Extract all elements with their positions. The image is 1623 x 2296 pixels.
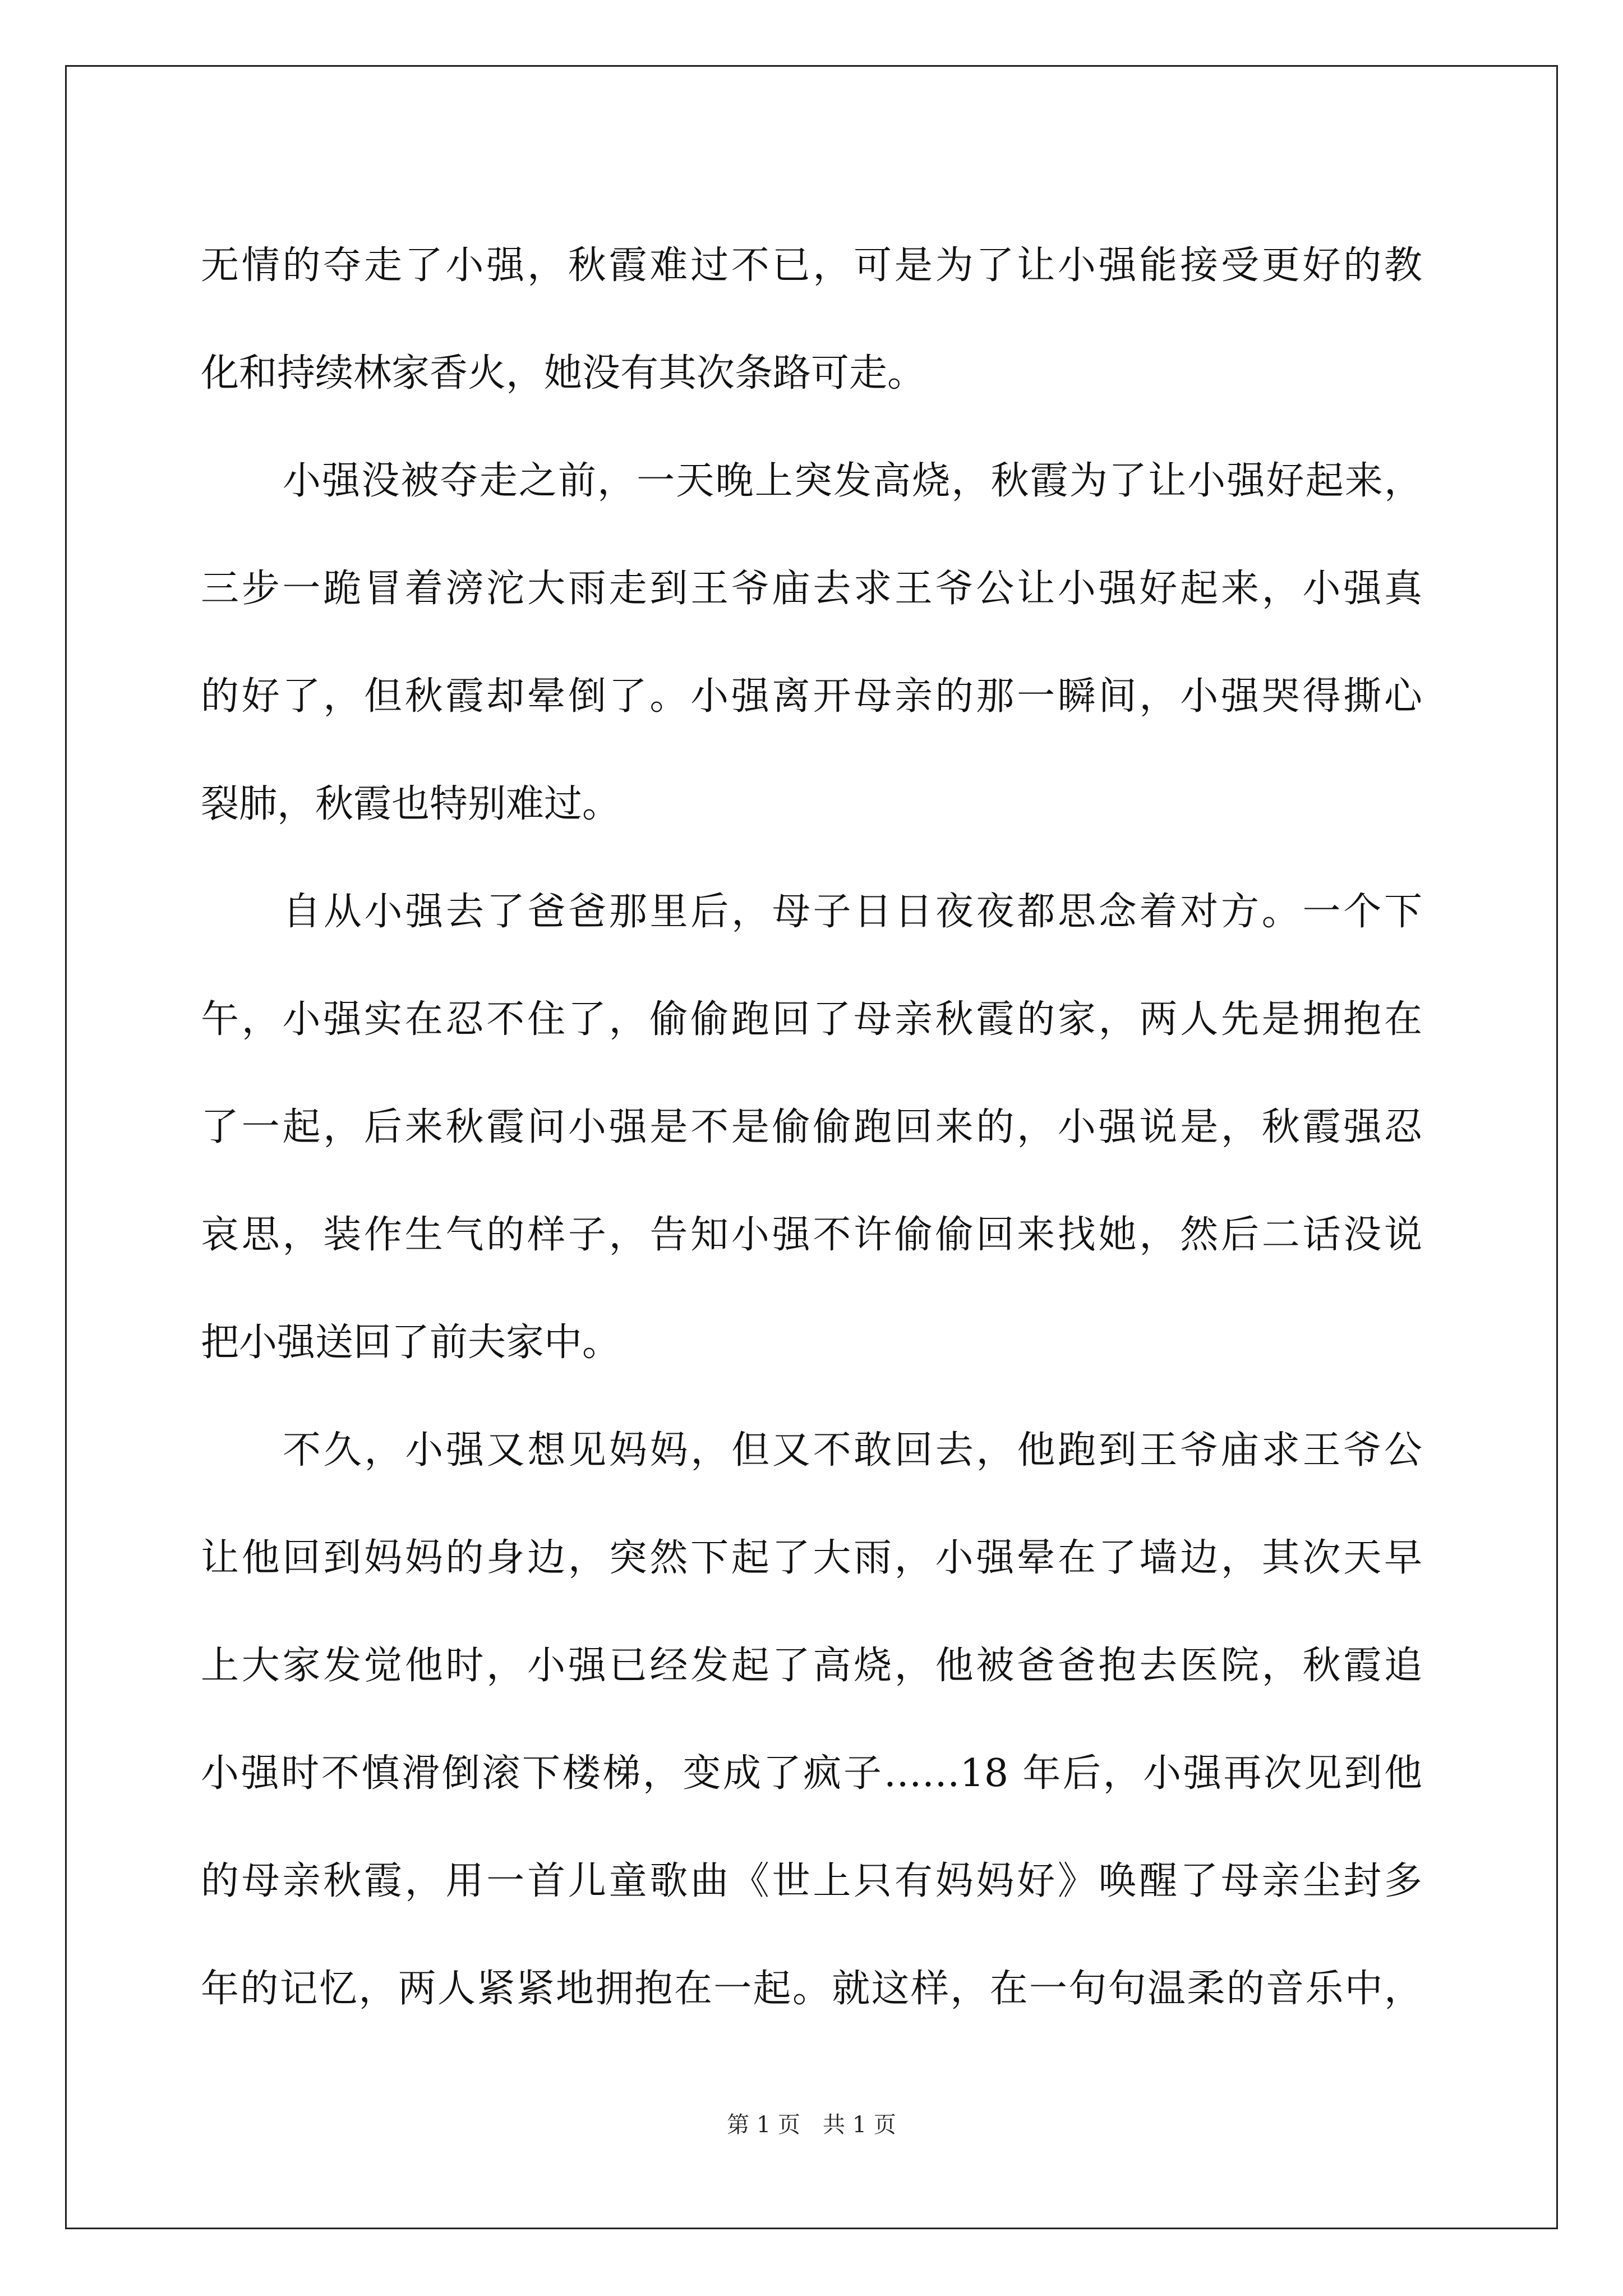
- text-line-16: 的母亲秋霞，用一首儿童歌曲《世上只有妈妈好》唤醒了母亲尘封多: [201, 1859, 1422, 1903]
- text-line-17: 年的记忆，两人紧紧地拥抱在一起。就这样，在一句句温柔的音乐中，: [201, 1967, 1422, 2011]
- text-line-1: 无情的夺走了小强，秋霞难过不已，可是为了让小强能接受更好的教: [201, 243, 1422, 288]
- page-footer: [0, 2108, 1623, 2142]
- text-line-12: 不久，小强又想见妈妈，但又不敢回去，他跑到王爷庙求王爷公: [283, 1428, 1422, 1473]
- text-line-13: 让他回到妈妈的身边，突然下起了大雨，小强晕在了墙边，其次天早: [201, 1536, 1422, 1580]
- text-line-7: 自从小强去了爸爸那里后，母子日日夜夜都思念着对方。一个下: [283, 890, 1422, 934]
- document-body: [201, 212, 1422, 2043]
- text-line-10: 哀思，装作生气的样子，告知小强不许偷偷回来找她，然后二话没说: [201, 1213, 1422, 1257]
- page-total: 共 1 页: [823, 2112, 896, 2138]
- text-line-3: 小强没被夺走之前，一天晚上突发高烧，秋霞为了让小强好起来，: [283, 459, 1422, 503]
- text-line-15: 小强时不慎滑倒滚下楼梯，变成了疯子……18 年后，小强再次见到他: [201, 1751, 1422, 1796]
- text-line-2: 化和持续林家香火，她没有其次条路可走。: [201, 351, 926, 395]
- text-line-9: 了一起，后来秋霞问小强是不是偷偷跑回来的，小强说是，秋霞强忍: [201, 1105, 1422, 1149]
- text-line-5: 的好了，但秋霞却晕倒了。小强离开母亲的那一瞬间，小强哭得撕心: [201, 674, 1422, 719]
- text-line-14: 上大家发觉他时，小强已经发起了高烧，他被爸爸抱去医院，秋霞追: [201, 1644, 1422, 1688]
- text-line-11: 把小强送回了前夫家中。: [201, 1320, 621, 1365]
- text-line-4: 三步一跪冒着滂沱大雨走到王爷庙去求王爷公让小强好起来，小强真: [201, 567, 1422, 611]
- page-number: 第 1 页: [727, 2112, 800, 2138]
- text-line-6: 裂肺，秋霞也特别难过。: [201, 782, 621, 826]
- text-line-8: 午，小强实在忍不住了，偷偷跑回了母亲秋霞的家，两人先是拥抱在: [201, 997, 1422, 1042]
